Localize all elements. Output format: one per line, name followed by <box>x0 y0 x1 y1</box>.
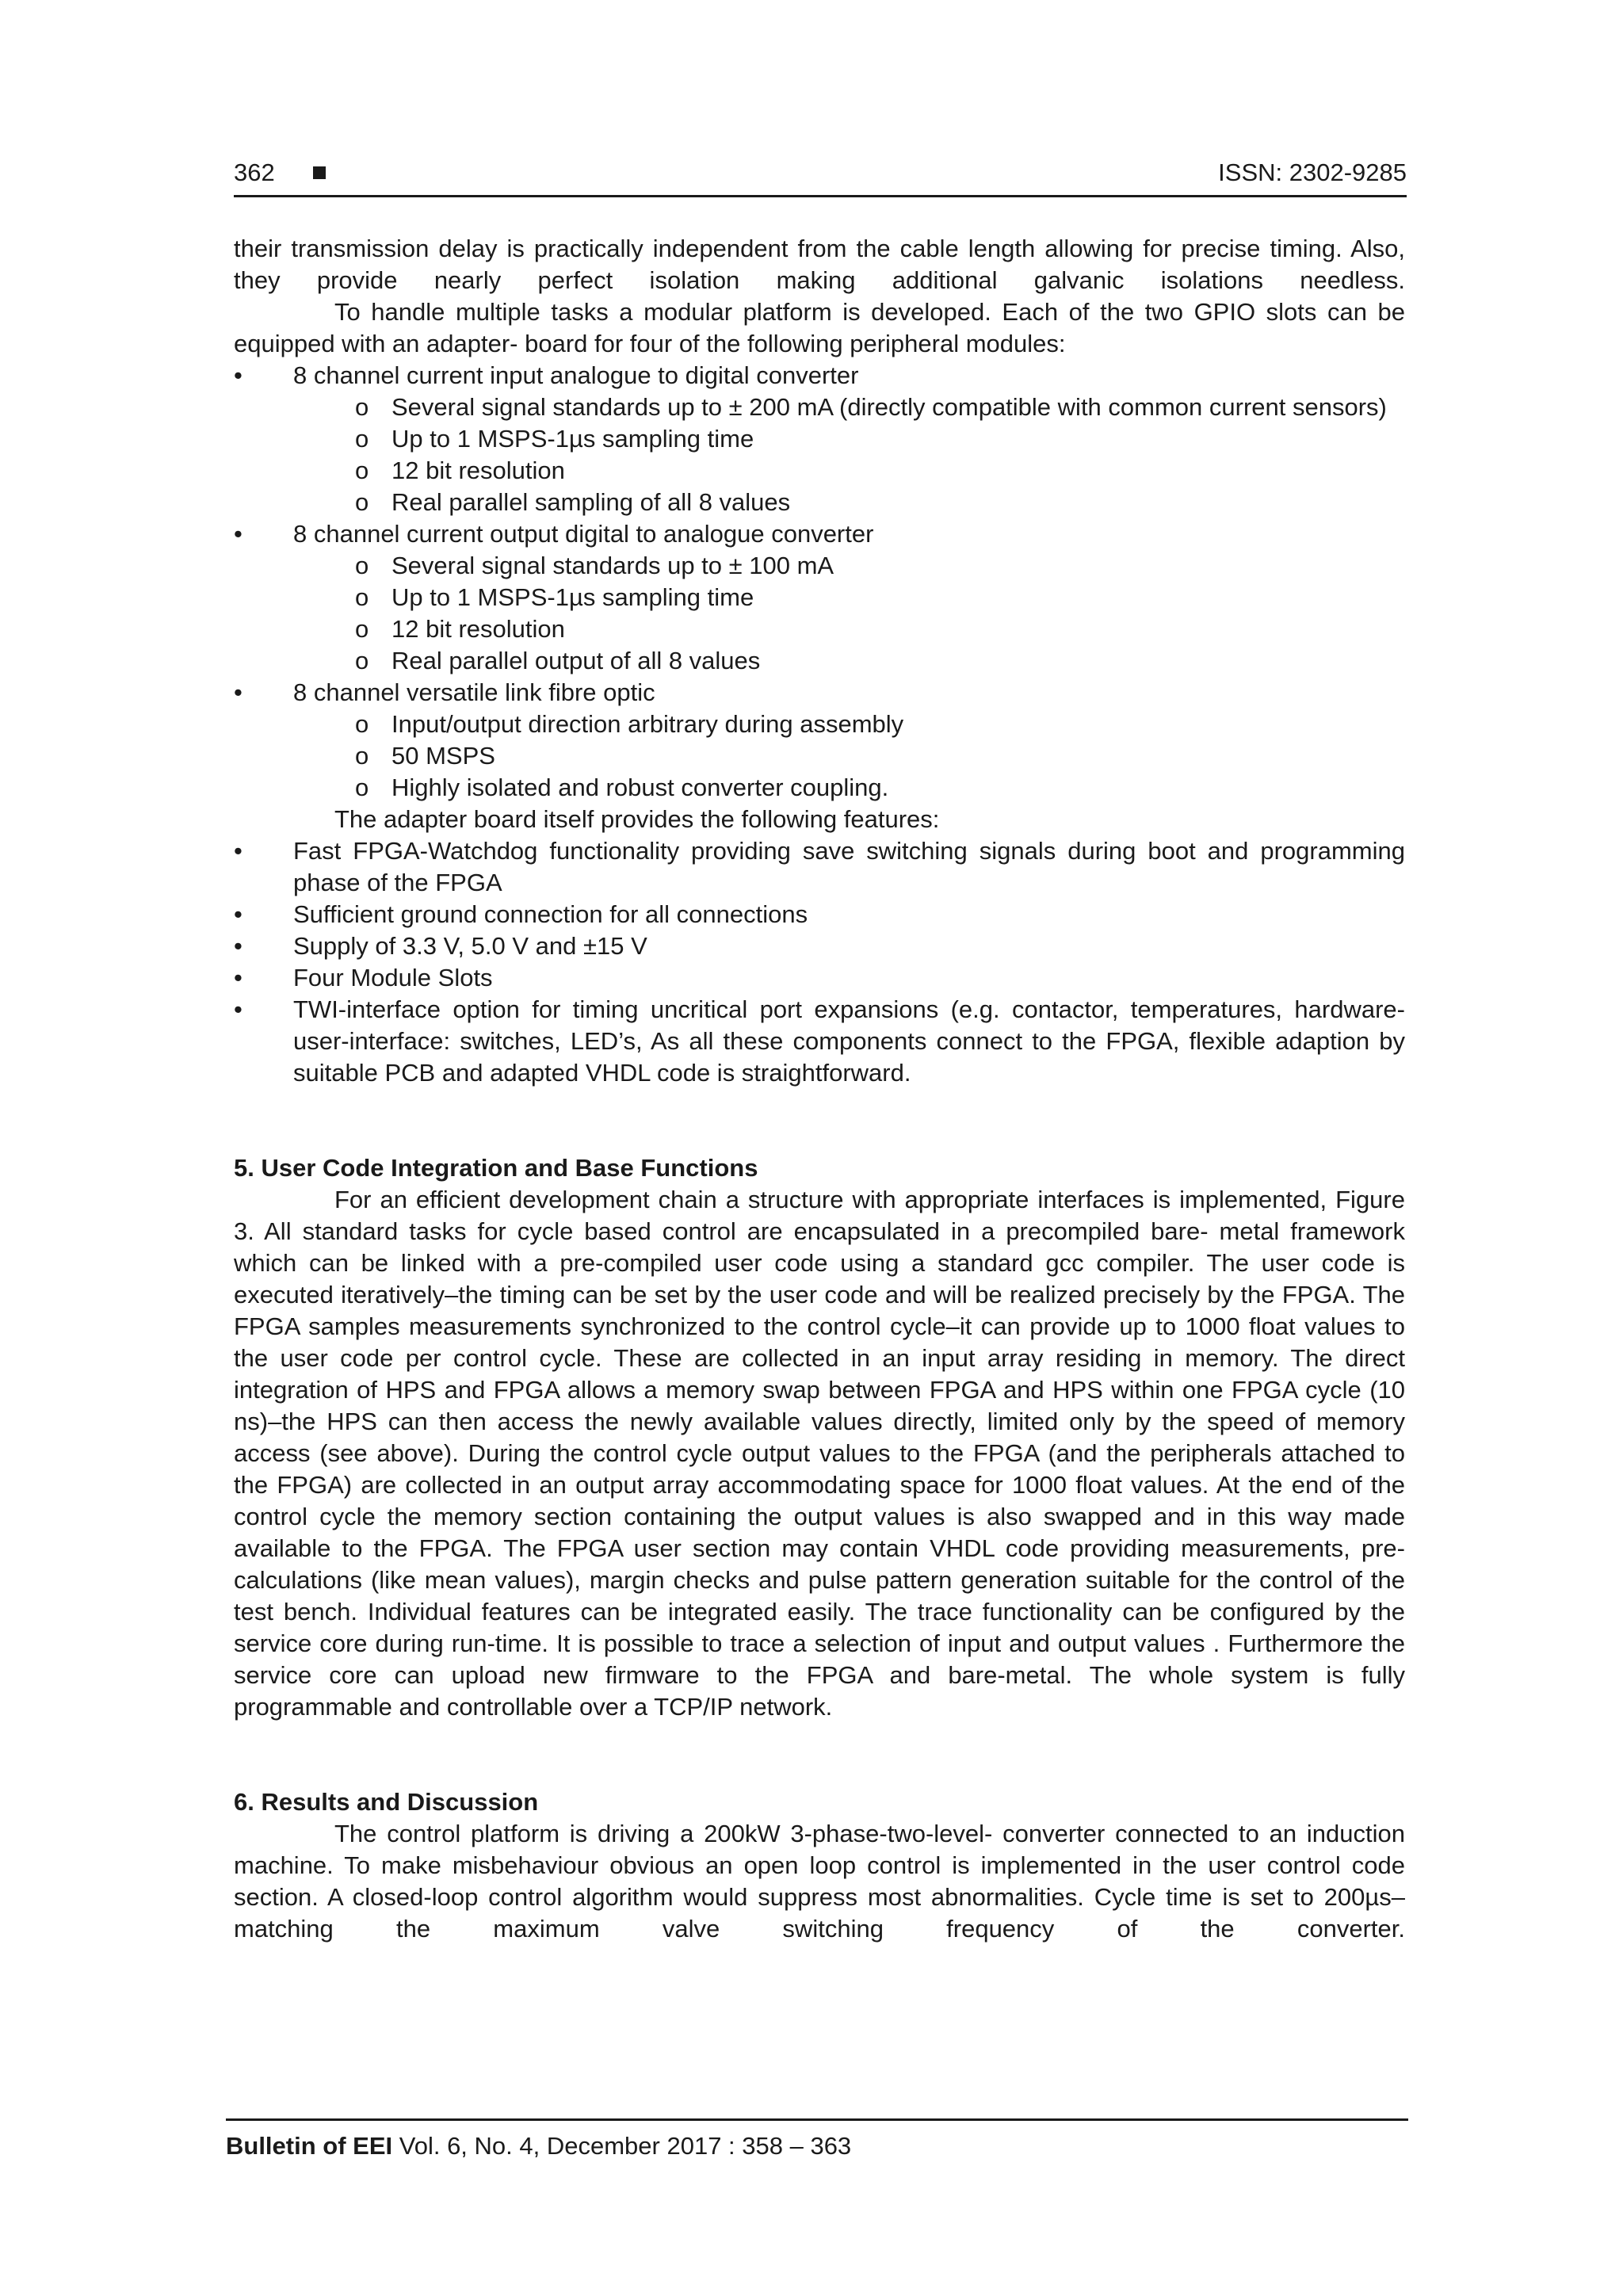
circle-bullet-icon: o <box>355 552 369 579</box>
sub-item <box>293 740 1405 772</box>
sub-item <box>293 645 1405 677</box>
section-heading: 5. User Code Integration and Base Functions <box>234 1154 758 1182</box>
module-list <box>234 360 1405 804</box>
feature-item <box>234 930 1405 962</box>
sub-item <box>293 582 1405 613</box>
module-item <box>234 518 1405 677</box>
bullet-icon: • <box>234 995 242 1023</box>
feature-item <box>234 994 1405 1089</box>
sub-item <box>293 613 1405 645</box>
paragraph: their transmission delay is practically independent from the cable length allowing for precise timing. Also, they provide nearly perfect isolation making additional galvanic isolations needless. <box>234 235 1405 294</box>
article-body <box>234 233 1405 1945</box>
bullet-icon: • <box>234 932 242 960</box>
module-label: 8 channel versatile link fibre optic <box>293 678 655 706</box>
module-label: 8 channel current output digital to analogue converter <box>293 520 874 548</box>
sub-item-text: Input/output direction arbitrary during assembly <box>391 710 904 738</box>
circle-bullet-icon: o <box>355 742 369 770</box>
sub-item <box>293 392 1405 423</box>
bullet-icon: • <box>234 900 242 928</box>
sub-item <box>293 455 1405 487</box>
feature-text: Supply of 3.3 V, 5.0 V and ±15 V <box>293 932 647 960</box>
sub-item-text: Real parallel output of all 8 values <box>391 647 761 674</box>
feature-item <box>234 899 1405 930</box>
module-item <box>234 677 1405 804</box>
circle-bullet-icon: o <box>355 457 369 484</box>
feature-item <box>234 962 1405 994</box>
circle-bullet-icon: o <box>355 647 369 674</box>
circle-bullet-icon: o <box>355 583 369 611</box>
paragraph: For an efficient development chain a structure with appropriate interfaces is implemented, Figure 3. All standard tasks for cycle based control are encapsulated in a precompiled bare- metal framework which can be linked with a pre-compiled user code using a standard gcc compiler. The user code is executed iteratively–the timing can be set by the user code and will be realized precisely by the FPGA. The FPGA samples measurements synchronized to the control cycle–it can provide up to 1000 float values to the user code per control cycle. These are collected in an input array residing in memory. The direct integration of HPS and FPGA allows a memory swap between FPGA and HPS within one FPGA cycle (10 ns)–the HPS can then access the newly available values directly, limited only by the speed of memory access (see above). During the control cycle output values to the FPGA (and the peripherals attached to the FPGA) are collected in an output array accommodating space for 1000 float values. At the end of the control cycle the memory section containing the output values is also swapped and in this way made available to the FPGA. The FPGA user section may contain VHDL code providing measurements, pre- calculations (like mean values), margin checks and pulse pattern generation suitable for the control of the test bench. Individual features can be integrated easily. The trace functionality can be configured by the service core during run-time. It is possible to trace a selection of input and output values . Furthermore the service core can upload new firmware to the FPGA and bare-metal. The whole system is fully programmable and controllable over a TCP/IP network. <box>234 1186 1405 1721</box>
sub-item <box>293 550 1405 582</box>
sub-item-text: Several signal standards up to ± 200 mA (directly compatible with common current sensors) <box>391 393 1387 421</box>
issn: ISSN: 2302-9285 <box>1218 159 1407 186</box>
module-sublist <box>293 392 1405 518</box>
spacer <box>234 1723 1405 1755</box>
sub-item <box>293 423 1405 455</box>
module-label: 8 channel current input analogue to digital converter <box>293 361 859 389</box>
sub-item-text: Up to 1 MSPS-1µs sampling time <box>391 425 754 453</box>
bullet-icon: • <box>234 678 242 706</box>
paragraph: To handle multiple tasks a modular platform is developed. Each of the two GPIO slots can be equipped with an adapter- board for four of the following peripheral modules: <box>234 298 1405 357</box>
circle-bullet-icon: o <box>355 488 369 516</box>
feature-text: Sufficient ground connection for all connections <box>293 900 808 928</box>
feature-list <box>234 835 1405 1089</box>
sub-item <box>293 487 1405 518</box>
module-item <box>234 360 1405 518</box>
module-sublist <box>293 709 1405 804</box>
sub-item-text: 50 MSPS <box>391 742 495 770</box>
bullet-icon: • <box>234 837 242 865</box>
bullet-icon: • <box>234 964 242 991</box>
section-heading: 6. Results and Discussion <box>234 1788 539 1816</box>
circle-bullet-icon: o <box>355 393 369 421</box>
feature-text: TWI-interface option for timing uncritical port expansions (e.g. contactor, temperatures, hardware-user-interface: switches, LED’s, As all these components connect to the FPGA, flexible adaption by suitable PCB and adapted VHDL code is straightforward. <box>293 995 1405 1087</box>
circle-bullet-icon: o <box>355 615 369 643</box>
sub-item-text: 12 bit resolution <box>391 615 565 643</box>
sub-item <box>293 709 1405 740</box>
sub-item-text: Real parallel sampling of all 8 values <box>391 488 791 516</box>
sub-item-text: Highly isolated and robust converter coupling. <box>391 774 889 801</box>
square-bullet-icon <box>313 166 326 179</box>
spacer <box>234 1089 1405 1121</box>
paragraph: The adapter board itself provides the following features: <box>334 805 940 833</box>
page-header <box>234 155 1407 197</box>
bullet-icon: • <box>234 361 242 389</box>
feature-text: Fast FPGA-Watchdog functionality providing save switching signals during boot and programming phase of the FPGA <box>293 837 1405 896</box>
circle-bullet-icon: o <box>355 710 369 738</box>
sub-item-text: Several signal standards up to ± 100 mA <box>391 552 834 579</box>
sub-item <box>293 772 1405 804</box>
feature-text: Four Module Slots <box>293 964 493 991</box>
paragraph: The control platform is driving a 200kW 3-phase-two-level- converter connected to an induction machine. To make misbehaviour obvious an open loop control is implemented in the user control code section. A closed-loop control algorithm would suppress most abnormalities. Cycle time is set to 200µs–matching the maximum valve switching frequency of the converter. <box>234 1820 1405 1943</box>
bullet-icon: • <box>234 520 242 548</box>
journal-name: Bulletin of EEI <box>226 2132 393 2160</box>
sub-item-text: 12 bit resolution <box>391 457 565 484</box>
feature-item <box>234 835 1405 899</box>
circle-bullet-icon: o <box>355 774 369 801</box>
page-number: 362 <box>234 159 275 186</box>
module-sublist <box>293 550 1405 677</box>
sub-item-text: Up to 1 MSPS-1µs sampling time <box>391 583 754 611</box>
page-footer <box>226 2118 1408 2160</box>
circle-bullet-icon: o <box>355 425 369 453</box>
citation: Vol. 6, No. 4, December 2017 : 358 – 363 <box>399 2132 852 2160</box>
